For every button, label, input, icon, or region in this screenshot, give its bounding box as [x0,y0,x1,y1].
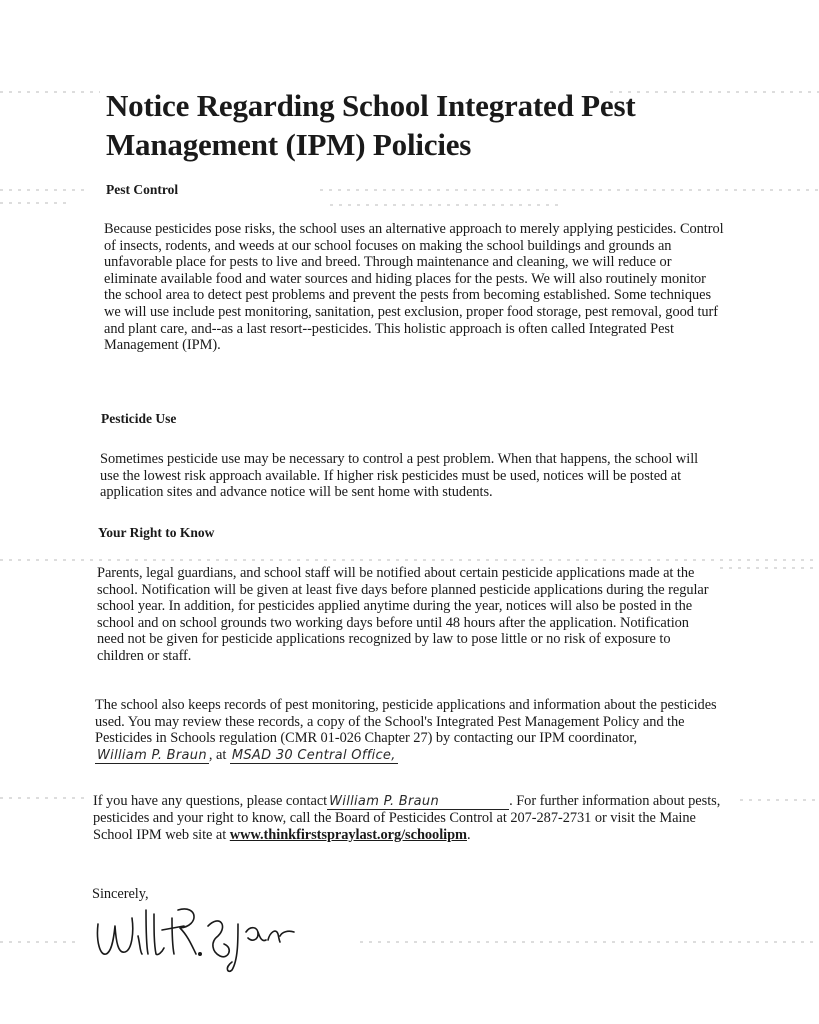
heading-pesticide-use: Pesticide Use [101,411,177,426]
records-at-label: , at [208,746,227,763]
coordinator-handwritten: William P. Braun [97,747,207,763]
location-handwritten: MSAD 30 Central Office, [231,747,396,763]
contact-prefix: If you have any questions, please contact [93,793,328,809]
sincerely-text: Sincerely, [92,886,149,902]
pest-control-paragraph: Because pesticides pose risks, the school uses an alternative approach to merely applying pesticides. Control of insects, rodents, and weeds at our school focuses on making the school buildings and grounds an unfavorable place for pests to live and breed. Through maintenance and cleaning, we will reduce or eliminate available food and water sources and hiding places for the pests. We will also routinely monitor the school area to detect pest problems and prevent the pests from becoming established. Some techniques we will use include pest monitoring, sanitation, pest exclusion, proper food storage, pest removal, good turf and plant care, and--as a last resort--pesticides. This holistic approach is often called Integrated Pest Management (IPM). [104,221,724,354]
records-text: The school also keeps records of pest monitoring, pesticide applications and information about the pesticides used. You may review these records, a copy of the School's Integrated Pest Management Policy and the Pesticides in Schools regulation (CMR 01-026 Chapter 27) by contacting our IPM coordinator, [95,697,717,747]
contact-paragraph [93,793,721,843]
contact-end: . [466,826,471,843]
signature-image [88,896,328,976]
contact-name-handwritten: William P. Braun [327,795,509,810]
heading-pest-control: Pest Control [106,182,179,197]
ipm-website-link[interactable]: www.thinkfirstspraylast.org/schoolipm [229,826,467,843]
contact-suffix: . For further information about pests, pesticides and your right to know, call the Board of Pesticides Control at 207-287-2731 or visit the Maine School IPM web site at [93,793,721,843]
heading-right-to-know: Your Right to Know [98,525,215,540]
page-title: Notice Regarding School Integrated Pest Management (IPM) Policies [106,88,636,162]
right-to-know-paragraph: Parents, legal guardians, and school staff will be notified about certain pesticide applications made at the school. Notification will be given at least five days before planned pesticide applications during the regular school year. In addition, for pesticides applied anytime during the year, notices will also be posted in the school and on school grounds two working days before until 48 hours after the application. Notification need not be given for pesticide applications recognized by law to pose little or no risk of exposure to children or staff. [97,565,709,664]
pesticide-use-paragraph: Sometimes pesticide use may be necessary to control a pest problem. When that happens, the school will use the lowest risk approach available. If higher risk pesticides must be used, notices will be posted at application sites and advance notice will be sent home with students. [100,451,699,501]
records-paragraph [95,697,717,764]
